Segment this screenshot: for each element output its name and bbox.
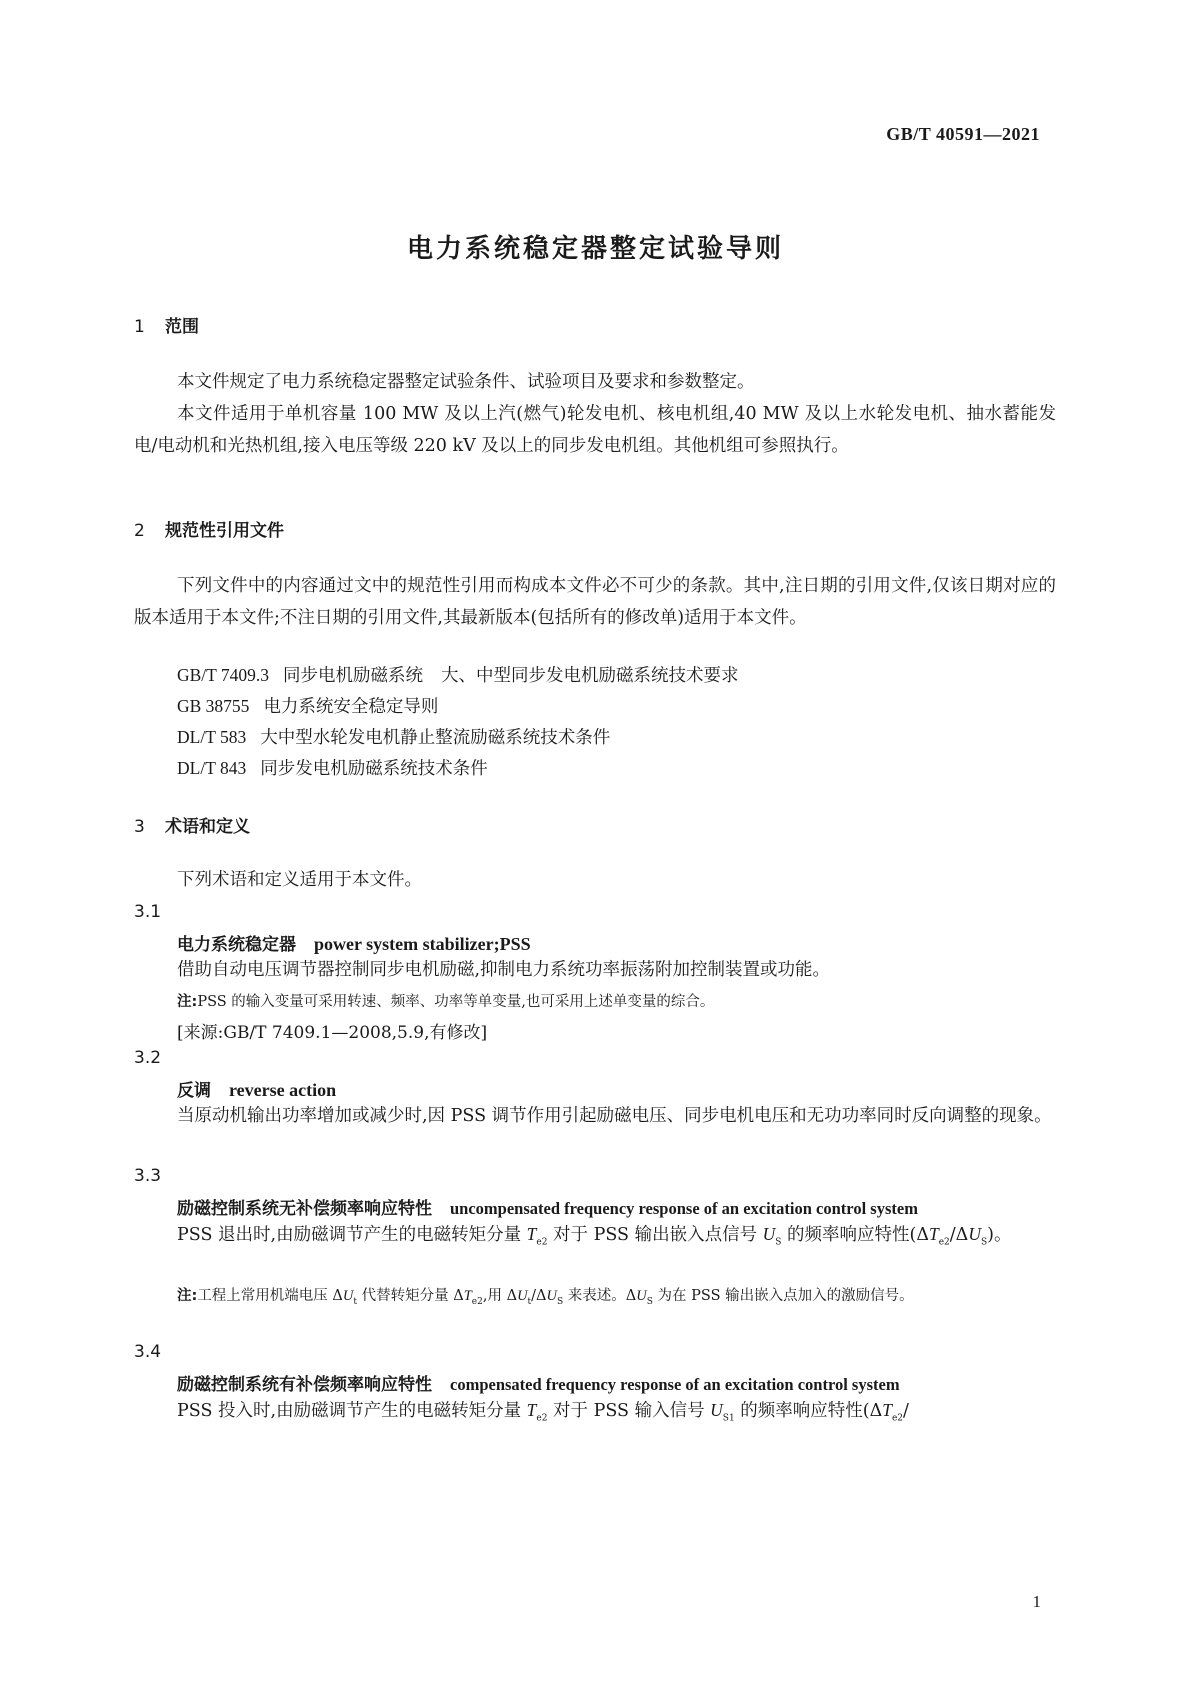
reference-code: GB/T 7409.3 bbox=[177, 665, 270, 685]
reference-code: DL/T 583 bbox=[177, 727, 247, 747]
math-subscript: S bbox=[775, 1237, 782, 1248]
term-en: uncompensated frequency response of an excitation control system bbox=[450, 1199, 918, 1218]
section-title: 范围 bbox=[165, 317, 199, 337]
term-definition: 借助自动电压调节器控制同步电机励磁,抑制电力系统功率振荡附加控制装置或功能。 bbox=[177, 960, 831, 980]
section-number: 1 bbox=[134, 317, 145, 337]
term-en: reverse action bbox=[229, 1080, 337, 1100]
note-label: 注: bbox=[177, 1288, 198, 1304]
standard-number: GB/T 40591—2021 bbox=[886, 124, 1040, 144]
paragraph: 本文件规定了电力系统稳定器整定试验条件、试验项目及要求和参数整定。 bbox=[177, 372, 755, 392]
text: PSS 退出时,由励磁调节产生的电磁转矩分量 bbox=[177, 1225, 527, 1245]
math-subscript: S bbox=[646, 1296, 653, 1307]
section-heading-2 bbox=[134, 516, 284, 541]
text: /Δ bbox=[949, 1225, 969, 1245]
math-subscript: e2 bbox=[938, 1237, 950, 1248]
term-zh: 电力系统稳定器 bbox=[177, 935, 296, 955]
term-definition bbox=[134, 1218, 1056, 1259]
term-entry bbox=[177, 1076, 336, 1101]
term-number: 3.2 bbox=[134, 1048, 162, 1068]
term-number: 3.3 bbox=[134, 1166, 162, 1186]
term-en: compensated frequency response of an excitation control system bbox=[450, 1375, 900, 1394]
text: 代替转矩分量 Δ bbox=[357, 1288, 464, 1304]
text: /Δ bbox=[531, 1288, 547, 1304]
term-note bbox=[134, 1282, 1056, 1316]
text: 的频率响应特性(Δ bbox=[734, 1401, 883, 1421]
term-note bbox=[134, 988, 1056, 1016]
math-symbol: U bbox=[968, 1224, 981, 1244]
reference-code: DL/T 843 bbox=[177, 758, 247, 778]
section-title: 规范性引用文件 bbox=[165, 521, 284, 541]
term-entry bbox=[177, 1194, 918, 1219]
math-symbol: T bbox=[463, 1288, 472, 1304]
text: 的频率响应特性(Δ bbox=[781, 1225, 929, 1245]
reference-item bbox=[177, 724, 610, 749]
document-title: 电力系统稳定器整定试验导则 bbox=[406, 234, 784, 264]
note-text: PSS 的输入变量可采用转速、频率、功率等单变量,也可采用上述单变量的综合。 bbox=[197, 994, 715, 1010]
math-symbol: T bbox=[882, 1400, 892, 1420]
section-title: 术语和定义 bbox=[165, 817, 250, 837]
reference-item bbox=[177, 755, 488, 780]
text: 对于 PSS 输入信号 bbox=[547, 1401, 711, 1421]
math-symbol: U bbox=[517, 1288, 528, 1304]
section-heading-3 bbox=[134, 812, 250, 837]
text: 为在 PSS 输出嵌入点加入的激励信号。 bbox=[652, 1288, 914, 1304]
term-definition: 当原动机输出功率增加或减少时,因 PSS 调节作用引起励磁电压、同步电机电压和无功功率同时反向调整的现象。 bbox=[177, 1106, 1052, 1126]
paragraph: 本文件适用于单机容量 100 MW 及以上汽(燃气)轮发电机、核电机组,40 MW 及以上水轮发电机、抽水蓄能发电/电动机和光热机组,接入电压等级 220 kV 及以上的同步发电机组。其他机组可参照执行。 bbox=[134, 404, 1056, 456]
math-symbol: U bbox=[546, 1288, 558, 1304]
reference-code: GB 38755 bbox=[177, 696, 250, 716]
math-symbol: U bbox=[762, 1224, 776, 1244]
math-subscript: S bbox=[980, 1237, 988, 1248]
reference-subtitle: 大、中型同步发电机励磁系统技术要求 bbox=[441, 666, 739, 686]
page-number: 1 bbox=[1032, 1592, 1041, 1611]
math-subscript: e2 bbox=[891, 1413, 904, 1424]
math-subscript: e2 bbox=[471, 1296, 483, 1307]
reference-item bbox=[177, 693, 438, 718]
paragraph: 下列术语和定义适用于本文件。 bbox=[177, 870, 422, 890]
section-heading-1 bbox=[134, 312, 199, 337]
term-zh: 励磁控制系统有补偿频率响应特性 bbox=[177, 1375, 432, 1395]
section-number: 3 bbox=[134, 817, 145, 837]
reference-title: 同步电机励磁系统 bbox=[283, 666, 424, 686]
math-subscript: t bbox=[527, 1296, 532, 1307]
math-symbol: T bbox=[928, 1224, 939, 1244]
math-subscript: e2 bbox=[536, 1413, 548, 1424]
math-symbol: T bbox=[526, 1400, 537, 1420]
math-subscript: S bbox=[557, 1296, 564, 1307]
term-entry bbox=[177, 930, 531, 955]
reference-item bbox=[177, 662, 739, 687]
math-symbol: U bbox=[710, 1400, 723, 1420]
text: / bbox=[903, 1401, 909, 1421]
term-zh: 反调 bbox=[177, 1081, 211, 1101]
text: )。 bbox=[987, 1225, 1012, 1245]
term-entry bbox=[177, 1370, 900, 1395]
term-source: [来源:GB/T 7409.1—2008,5.9,有修改] bbox=[177, 1023, 488, 1043]
section-number: 2 bbox=[134, 521, 145, 541]
note-label: 注: bbox=[177, 994, 198, 1010]
term-definition bbox=[134, 1394, 1056, 1435]
math-subscript: t bbox=[353, 1296, 358, 1307]
reference-title: 电力系统安全稳定导则 bbox=[263, 697, 439, 717]
reference-title: 同步发电机励磁系统技术条件 bbox=[260, 759, 488, 779]
math-symbol: U bbox=[636, 1288, 647, 1304]
text: PSS 投入时,由励磁调节产生的电磁转矩分量 bbox=[177, 1401, 527, 1421]
math-symbol: T bbox=[526, 1224, 537, 1244]
paragraph: 下列文件中的内容通过文中的规范性引用而构成本文件必不可少的条款。其中,注日期的引用文件,仅该日期对应的版本适用于本文件;不注日期的引用文件,其最新版本(包括所有的修改单)适用于本文件。 bbox=[134, 576, 1056, 628]
math-subscript: S1 bbox=[722, 1413, 735, 1424]
reference-title: 大中型水轮发电机静止整流励磁系统技术条件 bbox=[260, 728, 611, 748]
text: 来表述。Δ bbox=[563, 1288, 637, 1304]
term-zh: 励磁控制系统无补偿频率响应特性 bbox=[177, 1199, 432, 1219]
term-number: 3.1 bbox=[134, 902, 162, 922]
text: 工程上常用机端电压 Δ bbox=[197, 1288, 343, 1304]
text: 对于 PSS 输出嵌入点信号 bbox=[547, 1225, 763, 1245]
math-subscript: e2 bbox=[536, 1237, 548, 1248]
term-en: power system stabilizer;PSS bbox=[314, 934, 531, 954]
math-symbol: U bbox=[342, 1288, 354, 1304]
text: ,用 Δ bbox=[482, 1288, 518, 1304]
term-number: 3.4 bbox=[134, 1342, 162, 1362]
